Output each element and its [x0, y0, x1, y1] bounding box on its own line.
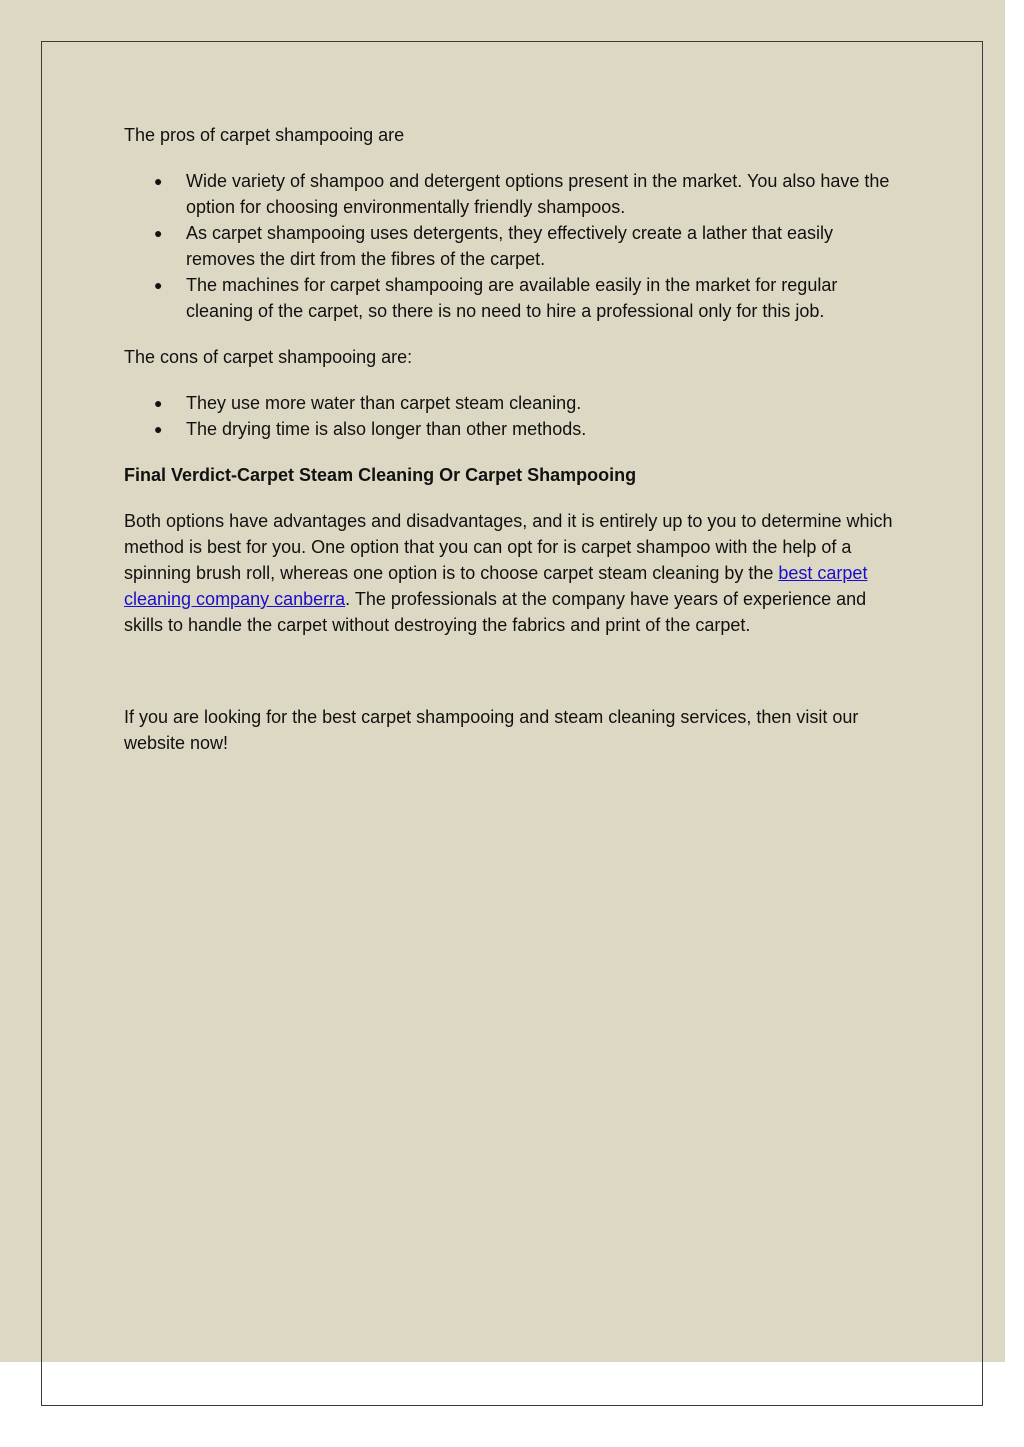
- verdict-text-before-link: Both options have advantages and disadvantages, and it is entirely up to you to determine which method is best for you. One option that you can opt for is carpet shampoo with the help of a spinning brush roll, whereas one option is to choose carpet steam cleaning by the: [124, 511, 893, 583]
- pros-item-text: The machines for carpet shampooing are available easily in the market for regular cleaning of the carpet, so there is no need to hire a professional only for this job.: [186, 275, 838, 321]
- verdict-heading: Final Verdict-Carpet Steam Cleaning Or Carpet Shampooing: [124, 465, 637, 485]
- cons-intro: The cons of carpet shampooing are:: [124, 347, 413, 367]
- pros-item-text: As carpet shampooing uses detergents, they effectively create a lather that easily removes the dirt from the fibres of the carpet.: [186, 223, 834, 269]
- bullet-icon: ●: [154, 173, 163, 189]
- bullet-icon: ●: [154, 225, 163, 241]
- list-item: [124, 390, 904, 416]
- pros-list: [124, 168, 904, 324]
- blank-space: [124, 658, 904, 704]
- bullet-icon: ●: [154, 421, 163, 437]
- list-item: [124, 272, 904, 324]
- pros-intro: The pros of carpet shampooing are: [124, 125, 405, 145]
- verdict-text-after-link: . The professionals at the company have years of experience and skills to handle the carpet without destroying the fabrics and print of the carpet.: [124, 589, 867, 635]
- list-item: [124, 416, 904, 442]
- verdict-paragraph: [124, 508, 904, 638]
- canberra-company-link[interactable]: best carpet cleaning company canberra: [124, 563, 868, 609]
- pros-item-text: Wide variety of shampoo and detergent options present in the market. You also have the option for choosing environmentally friendly shampoos.: [186, 171, 890, 217]
- bullet-icon: ●: [154, 395, 163, 411]
- document-body: [124, 122, 904, 776]
- cons-list: [124, 390, 904, 442]
- list-item: [124, 220, 904, 272]
- cons-item-text: They use more water than carpet steam cleaning.: [186, 393, 582, 413]
- list-item: [124, 168, 904, 220]
- bullet-icon: ●: [154, 277, 163, 293]
- cons-item-text: The drying time is also longer than other methods.: [186, 419, 587, 439]
- closing-paragraph: If you are looking for the best carpet shampooing and steam cleaning services, then visit our website now!: [124, 707, 859, 753]
